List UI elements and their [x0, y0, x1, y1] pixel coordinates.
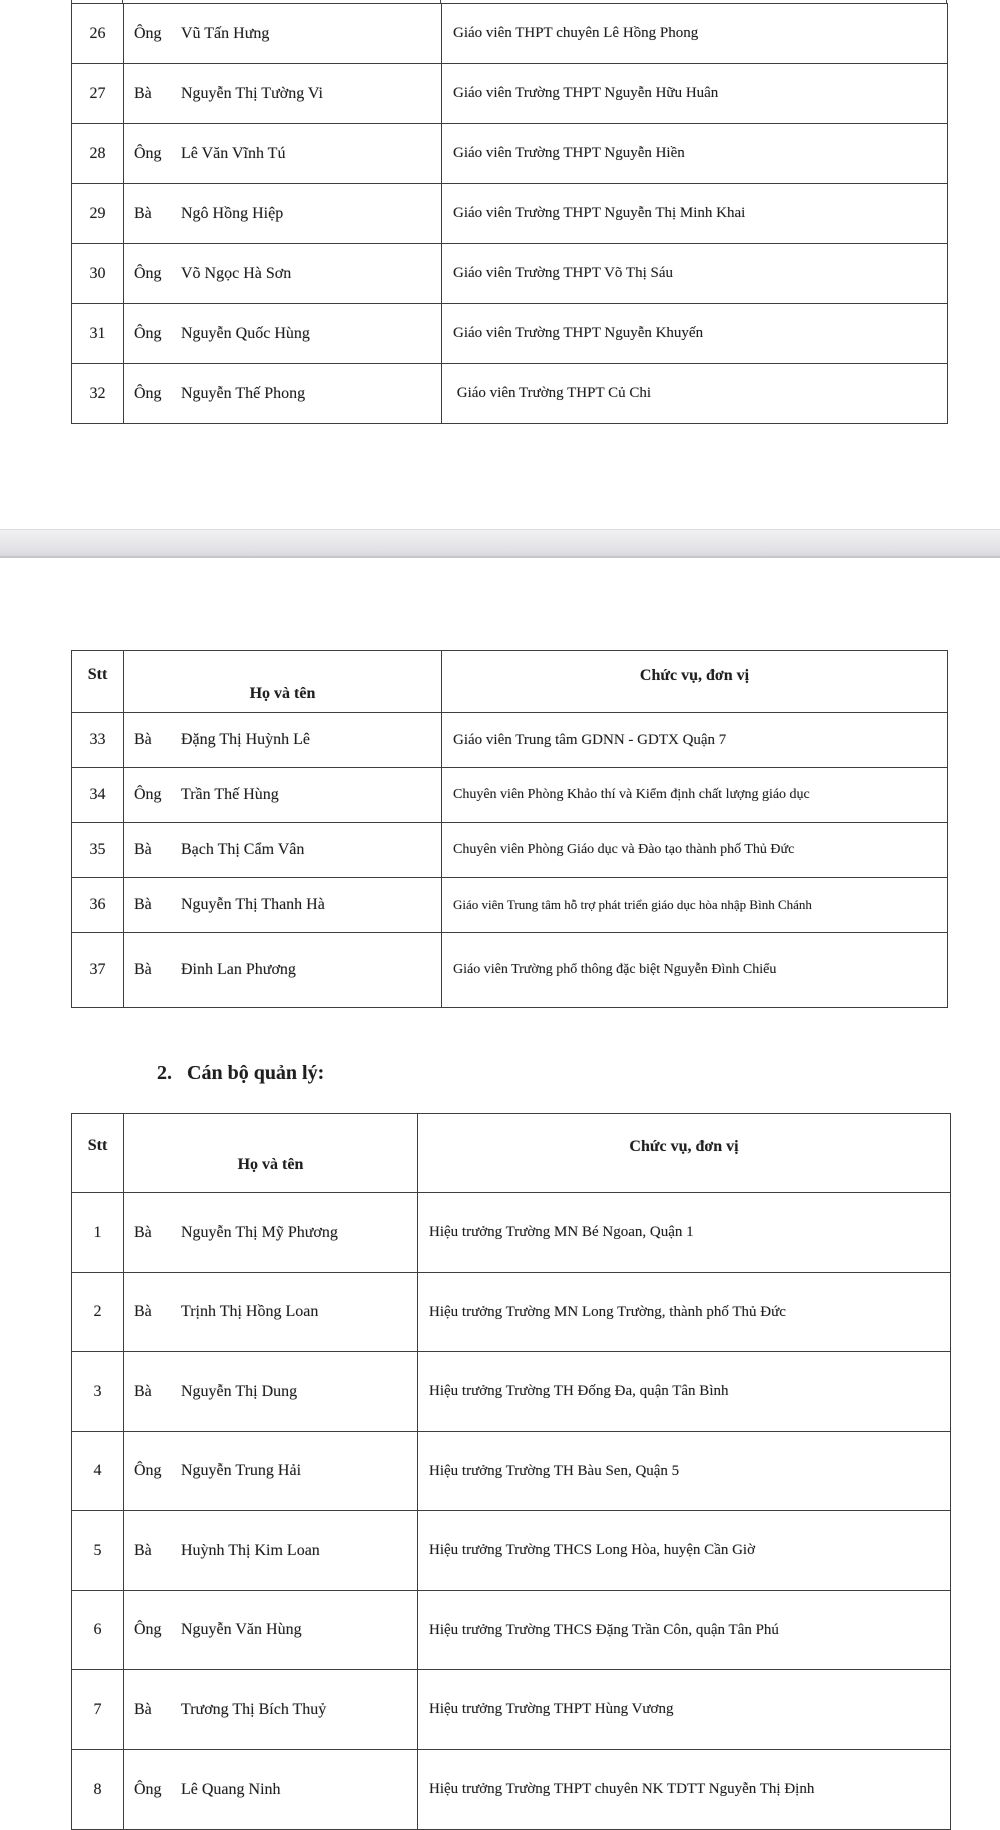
name-cell — [124, 768, 442, 823]
person-name: Đinh Lan Phương — [181, 961, 296, 978]
name-cell — [124, 364, 442, 424]
position-cell: Giáo viên Trường THPT Nguyễn Hiền — [442, 124, 948, 184]
position-cell: Giáo viên Trường THPT Nguyễn Thị Minh Khai — [442, 184, 948, 244]
honorific: Ông — [134, 1462, 162, 1479]
table-row — [72, 1432, 951, 1511]
position-cell: Chuyên viên Phòng Giáo dục và Đào tạo thành phố Thủ Đức — [442, 823, 948, 878]
teachers-table-continued — [71, 650, 948, 1008]
position-cell: Hiệu trưởng Trường MN Long Trường, thành phố Thủ Đức — [418, 1273, 951, 1352]
person-name: Trịnh Thị Hồng Loan — [181, 1303, 319, 1320]
name-cell — [124, 304, 442, 364]
honorific: Bà — [134, 1541, 152, 1559]
name-cell — [124, 1273, 418, 1352]
page-separator — [0, 529, 1000, 558]
position-cell: Giáo viên Trung tâm GDNN - GDTX Quận 7 — [442, 713, 948, 768]
name-cell — [124, 1511, 418, 1591]
table-row — [72, 184, 948, 244]
person-name: Lê Quang Ninh — [181, 1780, 281, 1798]
table-row — [72, 124, 948, 184]
honorific: Ông — [134, 324, 162, 342]
name-cell — [124, 64, 442, 124]
table-row — [72, 64, 948, 124]
honorific: Bà — [134, 1223, 152, 1241]
name-cell — [124, 878, 442, 933]
stt-cell: 37 — [72, 933, 124, 1008]
name-cell — [124, 1591, 418, 1670]
stt-cell: 8 — [72, 1750, 124, 1830]
person-name: Trương Thị Bích Thuỷ — [181, 1700, 327, 1718]
stt-cell: 2 — [72, 1273, 124, 1352]
person-name: Vũ Tấn Hưng — [181, 24, 270, 42]
stt-cell: 33 — [72, 713, 124, 768]
stt-cell: 35 — [72, 823, 124, 878]
honorific: Ông — [134, 384, 162, 402]
stt-cell: 3 — [72, 1352, 124, 1432]
table-row — [72, 304, 948, 364]
position-cell: Giáo viên THPT chuyên Lê Hồng Phong — [442, 4, 948, 64]
stt-cell: 28 — [72, 124, 124, 184]
honorific: Bà — [134, 1303, 152, 1320]
honorific: Ông — [134, 1621, 162, 1638]
section-number: 2. — [157, 1062, 172, 1084]
position-cell: Hiệu trưởng Trường THCS Đặng Trần Côn, quận Tân Phú — [418, 1591, 951, 1670]
table-row — [72, 1273, 951, 1352]
table-row — [72, 244, 948, 304]
table-header-row — [72, 1114, 951, 1193]
position-cell: Hiệu trưởng Trường THPT Hùng Vương — [418, 1670, 951, 1750]
name-cell — [124, 1352, 418, 1432]
column-header-name: Họ và tên — [124, 1114, 418, 1193]
person-name: Nguyễn Trung Hải — [181, 1462, 302, 1479]
person-name: Đặng Thị Huỳnh Lê — [181, 731, 311, 748]
table-row — [72, 1511, 951, 1591]
position-cell: Giáo viên Trường THPT Võ Thị Sáu — [442, 244, 948, 304]
person-name: Nguyễn Thị Thanh Hà — [181, 896, 325, 913]
stt-cell: 26 — [72, 4, 124, 64]
position-cell: Giáo viên Trung tâm hỗ trợ phát triển giáo dục hòa nhập Bình Chánh — [442, 878, 948, 933]
column-header-position: Chức vụ, đơn vị — [442, 651, 948, 713]
table-row — [72, 4, 948, 64]
person-name: Nguyễn Quốc Hùng — [181, 324, 310, 342]
honorific: Ông — [134, 24, 162, 42]
table-row — [72, 1750, 951, 1830]
stt-cell: 7 — [72, 1670, 124, 1750]
name-cell — [124, 1432, 418, 1511]
table-row — [72, 823, 948, 878]
table-row — [72, 878, 948, 933]
person-name: Nguyễn Thị Mỹ Phương — [181, 1223, 338, 1241]
table-header-row — [72, 651, 948, 713]
column-header-stt: Stt — [72, 651, 124, 713]
name-cell — [124, 1193, 418, 1273]
name-cell — [124, 823, 442, 878]
honorific: Ông — [134, 264, 162, 282]
stt-cell: 34 — [72, 768, 124, 823]
stt-cell: 30 — [72, 244, 124, 304]
stt-cell: 27 — [72, 64, 124, 124]
managers-table — [71, 1113, 951, 1830]
person-name: Huỳnh Thị Kim Loan — [181, 1541, 320, 1559]
table-row — [72, 713, 948, 768]
honorific: Ông — [134, 786, 162, 803]
stt-cell: 29 — [72, 184, 124, 244]
stt-cell: 4 — [72, 1432, 124, 1511]
column-header-name: Họ và tên — [124, 651, 442, 713]
name-cell — [124, 1670, 418, 1750]
column-header-stt: Stt — [72, 1114, 124, 1193]
name-cell — [124, 124, 442, 184]
stt-cell: 32 — [72, 364, 124, 424]
person-name: Nguyễn Thị Dung — [181, 1382, 298, 1400]
person-name: Lê Văn Vĩnh Tú — [181, 144, 286, 162]
person-name: Võ Ngọc Hà Sơn — [181, 264, 292, 282]
name-cell — [124, 184, 442, 244]
position-cell: Hiệu trưởng Trường THCS Long Hòa, huyện Cần Giờ — [418, 1511, 951, 1591]
table-row — [72, 1352, 951, 1432]
honorific: Bà — [134, 1700, 152, 1718]
table-row — [72, 1193, 951, 1273]
name-cell — [124, 1750, 418, 1830]
table-row — [72, 1670, 951, 1750]
person-name: Nguyễn Thị Tường Vi — [181, 84, 323, 102]
table-row — [72, 364, 948, 424]
person-name: Ngô Hồng Hiệp — [181, 204, 284, 222]
honorific: Bà — [134, 204, 152, 222]
section-heading — [157, 1062, 324, 1085]
honorific: Bà — [134, 84, 152, 102]
position-cell: Giáo viên Trường phổ thông đặc biệt Nguyễn Đình Chiểu — [442, 933, 948, 1008]
stt-cell: 31 — [72, 304, 124, 364]
person-name: Nguyễn Thế Phong — [181, 384, 306, 402]
position-cell: Giáo viên Trường THPT Nguyễn Hữu Huân — [442, 64, 948, 124]
name-cell — [124, 933, 442, 1008]
section-title: Cán bộ quản lý: — [187, 1062, 325, 1084]
position-cell: Hiệu trưởng Trường THPT chuyên NK TDTT Nguyễn Thị Định — [418, 1750, 951, 1830]
stt-cell: 1 — [72, 1193, 124, 1273]
name-cell — [124, 244, 442, 304]
column-header-position: Chức vụ, đơn vị — [418, 1114, 951, 1193]
stt-cell: 5 — [72, 1511, 124, 1591]
honorific: Ông — [134, 1780, 162, 1798]
person-name: Bạch Thị Cẩm Vân — [181, 841, 305, 858]
honorific: Ông — [134, 144, 162, 162]
position-cell: Hiệu trưởng Trường TH Đống Đa, quận Tân Bình — [418, 1352, 951, 1432]
person-name: Trần Thế Hùng — [181, 786, 279, 803]
table-row — [72, 933, 948, 1008]
name-cell — [124, 4, 442, 64]
teachers-table-page1 — [71, 3, 948, 424]
honorific: Bà — [134, 896, 152, 913]
position-cell: Giáo viên Trường THPT Củ Chi — [442, 364, 948, 424]
position-cell: Chuyên viên Phòng Khảo thí và Kiểm định chất lượng giáo dục — [442, 768, 948, 823]
table-row — [72, 1591, 951, 1670]
name-cell — [124, 713, 442, 768]
honorific: Bà — [134, 961, 152, 978]
honorific: Bà — [134, 841, 152, 858]
person-name: Nguyễn Văn Hùng — [181, 1621, 302, 1638]
honorific: Bà — [134, 731, 152, 748]
position-cell: Hiệu trưởng Trường MN Bé Ngoan, Quận 1 — [418, 1193, 951, 1273]
honorific: Bà — [134, 1382, 152, 1400]
stt-cell: 36 — [72, 878, 124, 933]
position-cell: Giáo viên Trường THPT Nguyễn Khuyến — [442, 304, 948, 364]
stt-cell: 6 — [72, 1591, 124, 1670]
position-cell: Hiệu trưởng Trường TH Bàu Sen, Quận 5 — [418, 1432, 951, 1511]
table-row — [72, 768, 948, 823]
